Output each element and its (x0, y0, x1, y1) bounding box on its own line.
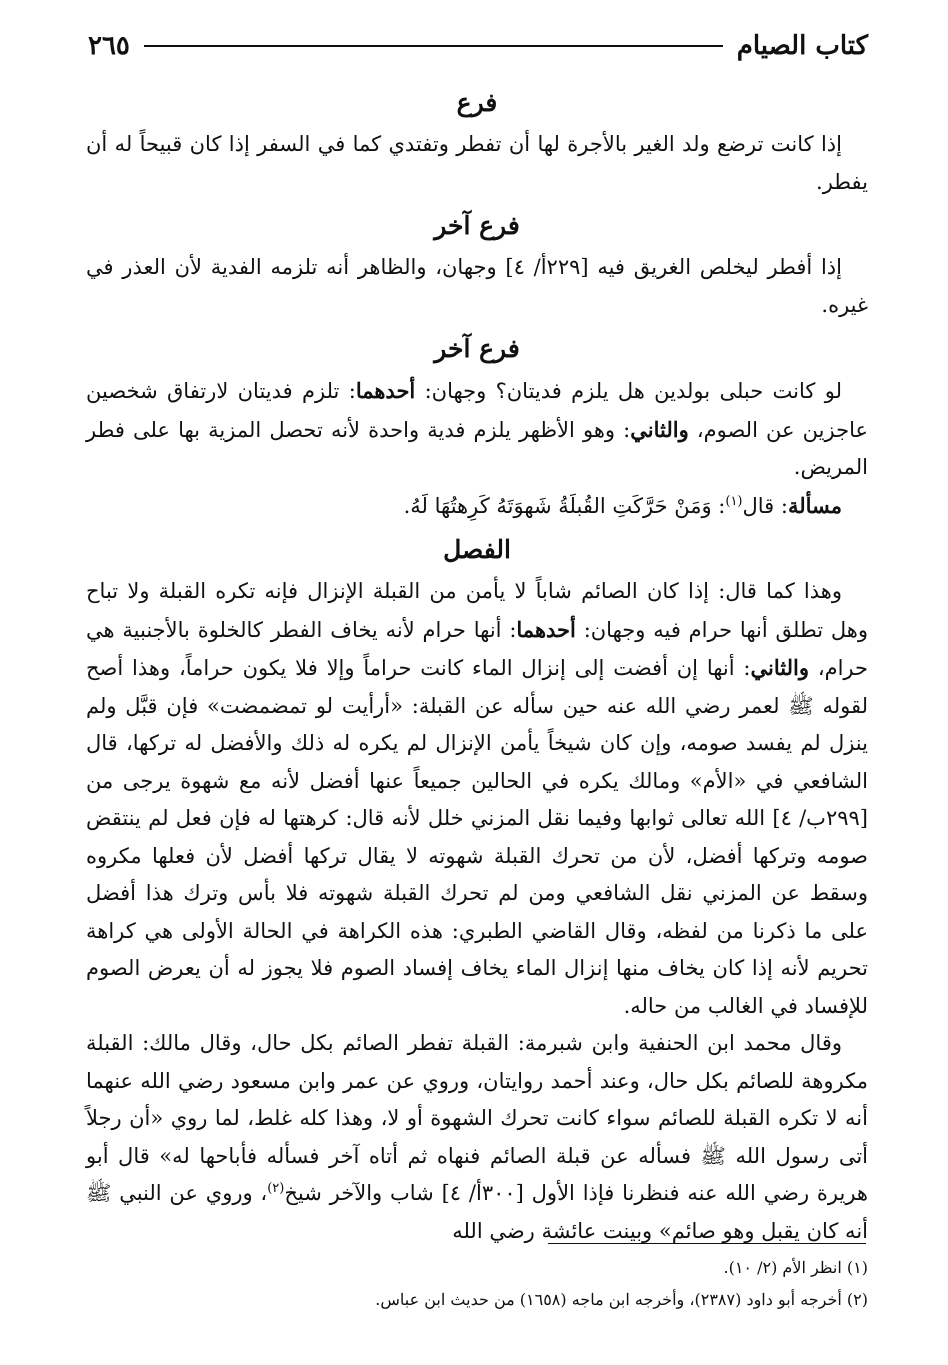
section-paragraph (86, 372, 868, 487)
section-heading: فرع آخر (434, 211, 520, 240)
text-run: وقال محمد ابن الحنفية وابن شبرمة: القبلة تفطر الصائم بكل حال، وقال مالك: القبلة مكروهة للصائم بكل حال، وعند أحمد روايتان، وروي عن عمر وابن مسعود رضي الله عنهما أنه لا تكره القبلة للصائم سواء كانت تحرك الشهوة أو لا، وهذا كله غلط، لما روي «أن رجلاً أتى رسول الله ﷺ فسأله عن قبلة الصائم فنهاه ثم أتاه آخر فسأله فأباحها له» قال أبو هريرة رضي الله عنه فنظرنا فإذا الأول [٣٠٠أ/ ٤] شاب والآخر شيخ (86, 1031, 868, 1205)
footnote: (١) انظر الأم (٢/ ١٠). (723, 1258, 868, 1277)
text-run: : قال (742, 493, 788, 518)
fasl-paragraph (86, 1025, 868, 1250)
text-run: ، وروي عن النبي ﷺ أنه كان يقبل وهو صائم» وبينت عائشة رضي الله (86, 1181, 868, 1243)
section-paragraph: إذا أفطر ليخلص الغريق فيه [٢٢٩أ/ ٤] وجهان، والظاهر أنه تلزمه الفدية لأن العذر في غيره. (86, 255, 868, 317)
text-run: : وَمَنْ حَرَّكَتِ القُبلَةُ شَهوَتَهُ كَرِهتُهَا لَهُ. (403, 493, 726, 518)
bold-term: والثاني (630, 416, 689, 442)
header-rule (144, 45, 723, 47)
footnote-ref: (١) (725, 493, 743, 509)
fasl-paragraph (86, 573, 868, 1025)
section-heading: فرع (456, 88, 498, 117)
header-title: كتاب الصيام (736, 31, 868, 61)
fasl-heading: الفصل (443, 535, 511, 564)
footnote-divider (548, 1243, 866, 1244)
text-run: : وهو الأظهر يلزم فدية واحدة لأنه تحصل المزية بها على فطر المريض. (86, 417, 868, 479)
text-run: : أنها إن أفضت إلى إنزال الماء كانت حراماً وإلا فلا يكون حراماً، وهذا أصح لقوله ﷺ لعمر رضي الله عنه حين سأله عن القبلة: «أرأيت لو تمضمضت» فإن قبَّل ولم ينزل لم يفسد صومه، وإن كان شيخاً يأمن الإنزال لم يكره له ذلك والأفضل له تركها، قال الشافعي في «الأم» ومالك يكره في الحالين جميعاً عنها أفضل لأنه مع شهوة يرجى من [٢٩٩ب/ ٤] الله تعالى ثوابها وفيما نقل المزني خلل لأنه قال: كرهتها له فإن فعل لم ينتقض صومه وتركها أفضل، لأن من تحرك القبلة شهوته لا يقال تركها أفضل لأن فعلها مكروه وسقط عن المزني نقل الشافعي ومن لم تحرك القبلة شهوته فلا بأس وترك هذا أفضل على ما ذكرنا من لفظه، وقال القاضي الطبري: هذه الكراهة في الحالة الأولى هي كراهة تحريم لأنه إذا كان يخاف منها إنزال الماء يخاف إفساد الصوم فلا يجوز له أن يعرض الصوم للإفساد في الغالب من حاله. (86, 656, 868, 1018)
masala-label: مسألة (787, 492, 842, 518)
bold-term: أحدهما (516, 616, 576, 642)
bold-term: والثاني (750, 655, 809, 680)
text-run: : تلزم فديتان لارتفاق شخصين عاجزين عن الصوم، (86, 379, 869, 442)
footnote-ref: (٢) (267, 1181, 285, 1196)
text-run: : أنها حرام لأنه يخاف الفطر كالخلوة بالأجنبية هي حرام، (86, 617, 869, 680)
page-body (86, 78, 868, 1250)
text-run: لو كانت حبلى بولدين هل يلزم فديتان؟ وجهان: (415, 379, 842, 403)
footnotes (86, 1252, 868, 1316)
page-number: ٢٦٥ (88, 31, 130, 61)
footnote: (٢) أخرجه أبو داود (٢٣٨٧)، وأخرجه ابن ماجه (١٦٥٨) من حديث ابن عباس. (375, 1290, 868, 1309)
bold-term: أحدهما (355, 378, 416, 403)
masala-paragraph (86, 487, 868, 526)
section-heading: فرع آخر (434, 334, 520, 363)
running-header (88, 26, 868, 66)
text-run: وهذا كما قال: إذا كان الصائم شاباً لا يأمن من القبلة الإنزال فإنه تكره القبلة ولا تباح وهل تطلق أنها حرام فيه وجهان: (86, 579, 868, 642)
section-paragraph: إذا كانت ترضع ولد الغير بالأجرة لها أن تفطر وتفتدي كما في السفر إذا كان قبيحاً له أن يفطر. (86, 132, 868, 194)
